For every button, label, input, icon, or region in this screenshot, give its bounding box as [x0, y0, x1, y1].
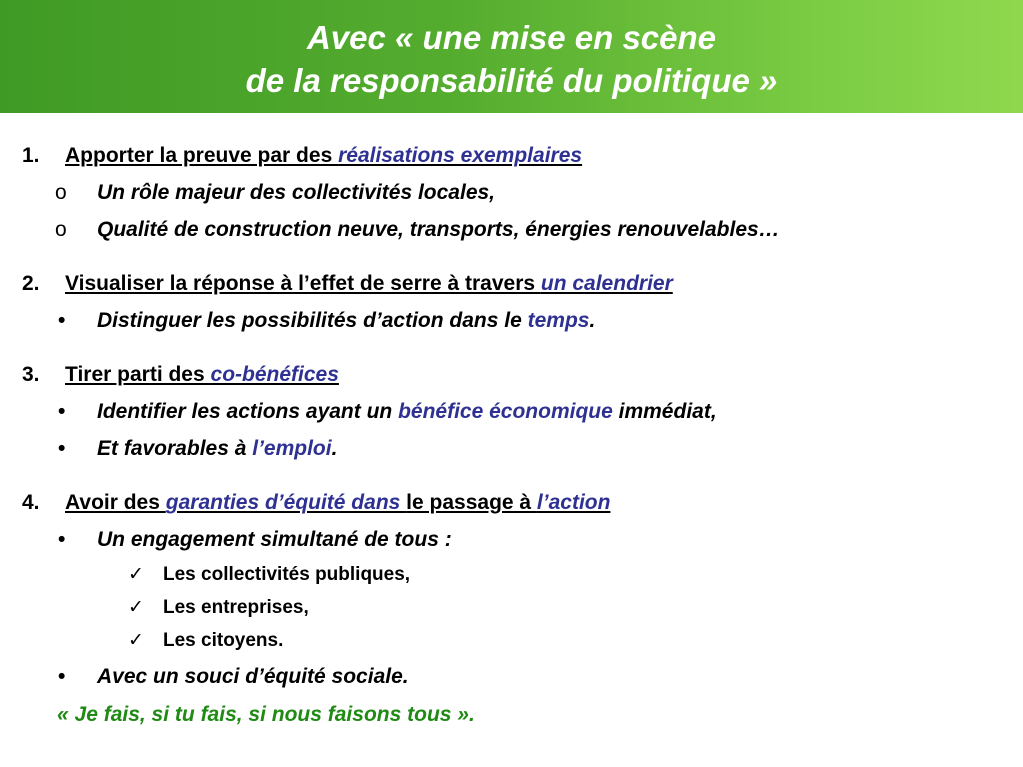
section-1-heading-highlight: réalisations exemplaires [338, 144, 583, 167]
section-2-item-text: Distinguer les possibilités d’action dans le [97, 309, 528, 332]
bullet-dot-icon: • [58, 400, 66, 423]
section-3-item-1-line [97, 399, 717, 425]
slide-title-line-2: de la responsabilité du politique » [245, 62, 778, 99]
section-3-item-2-highlight: l’emploi [252, 437, 332, 460]
section-4-heading-text-1: Avoir des [65, 491, 166, 514]
title-banner [0, 0, 1023, 113]
closing-quote: « Je fais, si tu fais, si nous faisons tous ». [57, 703, 475, 726]
section-3-item-1-text: Identifier les actions ayant un [97, 400, 399, 423]
section-3-heading-highlight: co-bénéfices [210, 363, 339, 386]
checkmark-icon: ✓ [128, 564, 144, 585]
section-1-heading-line [65, 143, 582, 169]
section-4-engagement-text: Un engagement simultané de tous : [97, 528, 452, 551]
section-3-item-2-line [97, 436, 337, 462]
section-4-check-1-text: Les collectivités publiques, [163, 564, 411, 585]
bullet-dot-icon: • [58, 309, 66, 332]
circle-bullet-icon: o [55, 218, 67, 241]
section-3-item-2-text: Et favorables à [97, 437, 253, 460]
slide-title-line-1: Avec « une mise en scène [306, 19, 717, 56]
section-3-item-1-end: immédiat, [612, 400, 717, 423]
circle-bullet-icon: o [55, 181, 67, 204]
section-3-heading-text: Tirer parti des [65, 363, 211, 386]
section-1-item-1-text: Un rôle majeur des collectivités locales, [97, 181, 496, 204]
section-1-number: 1. [22, 144, 40, 167]
checkmark-icon: ✓ [128, 630, 144, 651]
section-4-heading-highlight-2: l’action [536, 491, 611, 514]
bullet-dot-icon: • [58, 665, 66, 688]
section-4-check-3-text: Les citoyens. [163, 630, 284, 651]
section-1-item-2-text: Qualité de construction neuve, transports, énergies renouvelables… [97, 218, 780, 241]
checkmark-icon: ✓ [128, 597, 144, 618]
section-2-number: 2. [22, 272, 40, 295]
section-4-check-2-text: Les entreprises, [163, 597, 309, 618]
section-3-item-1-highlight: bénéfice économique [398, 400, 613, 423]
section-4-heading-text-2: le passage à [406, 491, 537, 514]
bullet-dot-icon: • [58, 528, 66, 551]
section-3-number: 3. [22, 363, 40, 386]
section-3-item-2-end: . [331, 437, 338, 460]
section-1-heading-text: Apporter la preuve par des [65, 144, 339, 167]
section-4-heading-line [65, 490, 610, 516]
section-4-heading-highlight-1: garanties d’équité dans [165, 491, 407, 514]
section-2-item-highlight: temps [527, 309, 590, 332]
section-2-heading-line [65, 271, 673, 297]
section-2-heading-text: Visualiser la réponse à l’effet de serre à travers [65, 272, 541, 295]
section-2-item-end: . [589, 309, 596, 332]
bullet-dot-icon: • [58, 437, 66, 460]
section-2-heading-highlight: un calendrier [540, 272, 673, 295]
section-4-social-text: Avec un souci d’équité sociale. [97, 665, 409, 688]
section-4-number: 4. [22, 491, 40, 514]
section-3-heading-line [65, 362, 339, 388]
section-2-item-1-line [97, 308, 595, 334]
